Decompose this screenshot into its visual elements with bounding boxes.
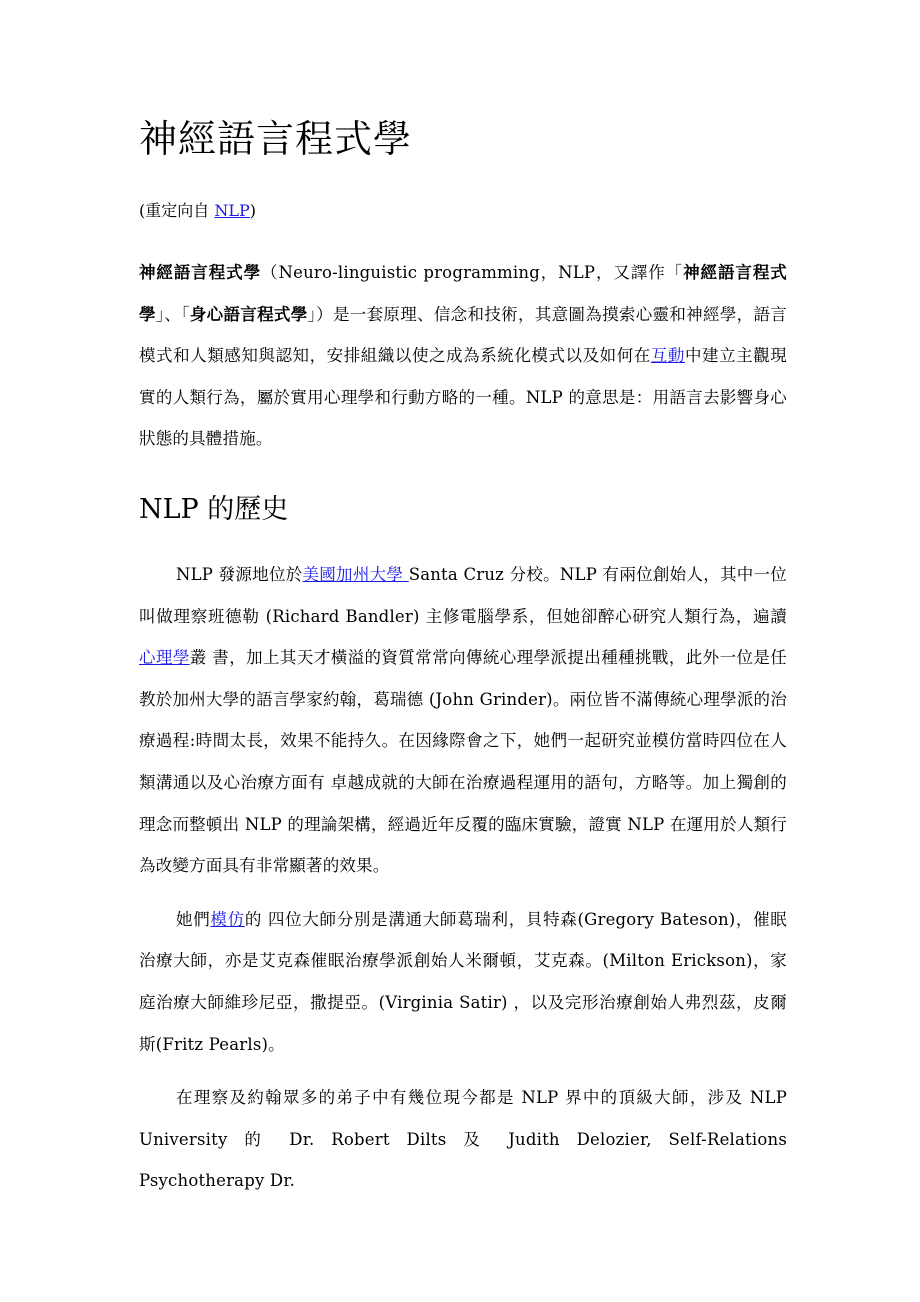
page-title: 神經語言程式學 [139,117,413,161]
redirect-suffix: ) [249,201,256,220]
article [139,108,787,1202]
alt-name-2: 身心語言程式學 [189,304,308,324]
imitation-link[interactable]: 模仿 [210,909,245,929]
redirect-prefix: (重定向自 [139,201,215,220]
history-p2-text-2: 的 四位大師分別是溝通大師葛瑞利，貝特森(Gregory Bateson)，催眠治療大師，亦是艾克森催眠治療學派創始人米爾頓，艾克森。(Milton Erickson)，家庭治療大師維珍尼亞，撒提亞。(Virginia Satir) ，以及完形治療創始人弗烈茲，皮爾斯(Fritz Pearls)。 [139,909,788,1054]
intro-term: 神經語言程式學 [139,263,262,282]
history-paragraph-3: 在理察及約翰眾多的弟子中有幾位現今都是 NLP 界中的頂級大師，涉及 NLP University 的 Dr. Robert Dilts 及 Judith Delozier, Self-Relations Psychotherapy Dr. [139,1088,787,1191]
redirect-link[interactable]: NLP [214,201,250,220]
intro-paragraph [139,252,787,460]
uc-link[interactable]: 美國加州大學 [302,564,409,584]
alt-name-1: 神經語言程式學 [139,263,787,324]
history-heading: NLP 的歷史 [139,493,289,525]
history-p1-text-2: Santa Cruz 分校。NLP 有兩位創始人，其中一位叫做理察班德勒 (Richard Bandler) 主修電腦學系，但她卻醉心研究人類行為，遍讀 [139,564,787,626]
history-paragraph-1 [139,554,787,887]
intro-text-4: 中建立主觀現實的人類行為，屬於實用心理學和行動方略的一種。NLP 的意思是：用語言去影響身心狀態的具體措施。 [139,346,787,449]
redirect-note [139,200,787,222]
history-paragraph-2 [139,899,787,1065]
intro-text-3: 」）是一套原理、信念和技術，其意圖為摸索心靈和神經學，語言模式和人類感知與認知，安排組織以使之成為系統化模式以及如何在 [139,304,787,366]
history-p2-text-1: 她們 [176,909,211,929]
psychology-link[interactable]: 心理學 [139,648,190,668]
intro-text-1: （Neuro-linguistic programming，NLP，又譯作「 [261,263,684,282]
interaction-link[interactable]: 互動 [650,346,685,366]
intro-text-2: 」、「 [155,304,190,324]
history-p1-text-1: NLP 發源地位於 [176,564,303,584]
history-p1-text-3: 叢 書，加上其天才橫溢的資質常常向傳統心理學派提出種種挑戰，此外一位是任教於加州大學的語言學家約翰，葛瑞德 (John Grinder)。兩位皆不滿傳統心理學派的治療過程:時間太長，效果不能持久。在因緣際會之下，她們一起研究並模仿當時四位在人類溝通以及心治療方面有 卓越成就的大師在治療過程運用的語句，方略等。加上獨創的理念而整頓出 NLP 的理論架構，經過近年反覆的臨床實驗，證實 NLP 在運用於人類行為改變方面具有非常顯著的效果。 [139,648,787,876]
